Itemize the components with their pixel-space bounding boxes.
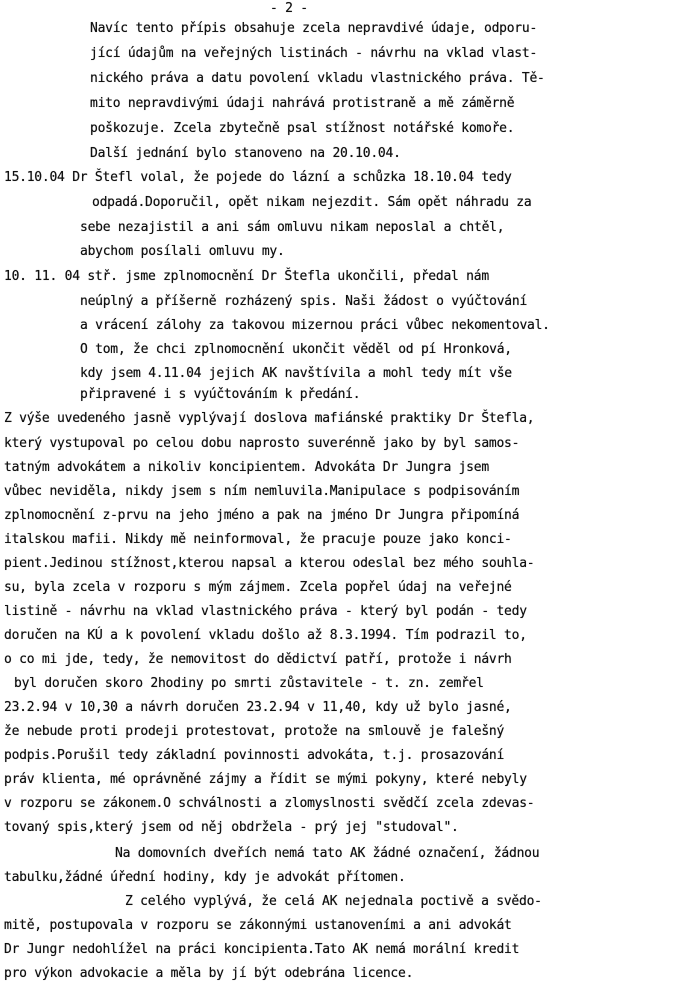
page-number: - 2 - [270,1,308,16]
text-line: mitě, postupovala v rozporu se zákonnými ustanoveními a ani advokát [4,918,512,933]
text-line: Navíc tento přípis obsahuje zcela nepravdivé údaje, odporu- [90,21,538,36]
text-line: nického práva a datu povolení vkladu vlastnického práva. Tě- [90,71,545,86]
text-line: vůbec neviděla, nikdy jsem s ním nemluvila.Manipulace s podpisováním [4,484,520,499]
text-line: byl doručen skoro 2hodiny po smrti zůstavitele - t. zn. zemřel [14,676,484,691]
text-line: 10. 11. 04 stř. jsme zplnomocnění Dr Štefla ukončili, předal nám [4,269,489,284]
text-line: že nebude proti prodeji protestovat, protože na smlouvě je falešný [4,724,505,739]
text-line: listině - návrhu na vklad vlastnického práva - který byl podán - tedy [4,604,527,619]
text-line: tatným advokátem a nikoliv koncipientem. Advokáta Dr Jungra jsem [4,460,489,475]
text-line: poškozuje. Zcela zbytečně psal stížnost notářské komoře. [90,121,515,136]
text-line: sebe nezajistil a ani sám omluvu nikam neposlal a chtěl, [80,220,505,235]
text-line: jící údajům na veřejných listinách - návrhu na vklad vlast- [90,46,538,61]
text-line: kdy jsem 4.11.04 jejich AK navštívila a mohl tedy mít vše [80,366,512,381]
text-line: podpis.Porušil tedy základní povinnosti advokáta, t.j. prosazování [4,748,505,763]
text-line: neúplný a příšerně rozházený spis. Naši žádost o vyúčtování [80,294,528,309]
text-line: odpadá.Doporučil, opět nikam nejezdit. Sám opět náhradu za [92,195,532,210]
text-line: O tom, že chci zplnomocnění ukončit věděl od pí Hronková, [80,342,512,357]
text-line: zplnomocnění z-prvu na jeho jméno a pak na jméno Dr Jungra připomíná [4,508,520,523]
text-line: Dr Jungr nedohlížel na práci koncipienta.Tato AK nemá morální kredit [4,942,520,957]
text-line: který vystupoval po celou dobu naprosto suverénně jako by byl samos- [4,436,520,451]
text-line: pro výkon advokacie a měla by jí být odebrána licence. [4,966,414,981]
text-line: o co mi jde, tedy, že nemovitost do dědictví patří, protože i návrh [4,652,512,667]
text-line: připravené i s vyúčtováním k předání. [80,387,361,402]
text-line: tovaný spis,který jsem od něj obdržela - prý jej "studoval". [4,820,459,835]
text-line: Z výše uvedeného jasně vyplývají doslova mafiánské praktiky Dr Štefla, [4,411,535,426]
text-line: italskou mafii. Nikdy mě neinformoval, že pracuje pouze jako konci- [4,532,512,547]
text-line: pient.Jedinou stížnost,kterou napsal a kterou odeslal bez mého souhla- [4,556,535,571]
text-line: a vrácení zálohy za takovou mizernou práci vůbec nekomentoval. [80,318,550,333]
text-line: práv klienta, mé oprávněné zájmy a řídit se mými pokyny, které nebyly [4,772,527,787]
text-line: mito nepravdivými údaji nahrává protistraně a mě záměrně [90,96,515,111]
text-line: v rozporu se zákonem.O schválnosti a zlomyslnosti svědčí zcela zdevas- [4,796,535,811]
text-line: su, byla zcela v rozporu s mým zájmem. Zcela popřel údaj na veřejné [4,580,512,595]
text-line: 23.2.94 v 10,30 a návrh doručen 23.2.94 v 11,40, kdy už bylo jasné, [4,700,512,715]
text-line: doručen na KÚ a k povolení vkladu došlo až 8.3.1994. Tím podrazil to, [4,628,527,643]
text-line: Další jednání bylo stanoveno na 20.10.04. [90,146,401,161]
text-line: Na domovních dveřích nemá tato AK žádné označení, žádnou [115,846,540,861]
text-line: tabulku,žádné úřední hodiny, kdy je advokát přítomen. [4,870,406,885]
text-line: abychom posílali omluvu my. [80,244,285,259]
text-line: 15.10.04 Dr Štefl volal, že pojede do lázní a schůzka 18.10.04 tedy [4,170,512,185]
text-line: Z celého vyplývá, že celá AK nejednala poctivě a svědo- [125,894,542,909]
